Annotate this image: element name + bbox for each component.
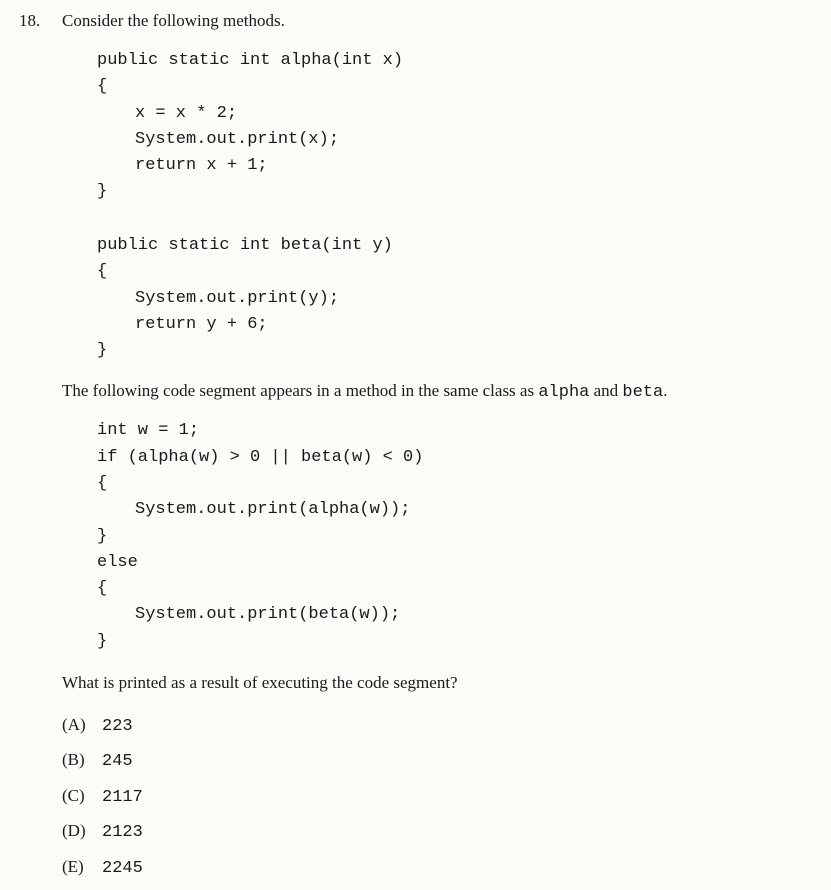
code-line: return x + 1; xyxy=(135,156,268,175)
choice-letter: (E) xyxy=(62,857,84,876)
code-line: } xyxy=(97,632,108,651)
code-line: { xyxy=(97,579,108,598)
question-text: What is printed as a result of executing the code segment? xyxy=(62,673,458,692)
code-line: System.out.print(x); xyxy=(135,130,340,149)
code-line: int w = 1; xyxy=(97,421,200,440)
inline-code-alpha: alpha xyxy=(538,383,590,402)
intro-text-part: The following code segment appears in a method in the same class as xyxy=(62,381,539,400)
choice-value: 2245 xyxy=(102,859,143,878)
intro-text-part: and xyxy=(589,381,623,400)
question-number: 18. xyxy=(19,11,41,30)
choice-letter: (A) xyxy=(62,715,86,734)
choice-b[interactable] xyxy=(62,750,133,771)
code-line: public static int beta(int y) xyxy=(97,236,393,255)
choice-letter: (D) xyxy=(62,821,86,840)
code-line: else xyxy=(97,553,138,572)
code-line: } xyxy=(97,341,108,360)
choice-c[interactable] xyxy=(62,786,143,807)
choice-d[interactable] xyxy=(62,821,143,842)
code-line: System.out.print(alpha(w)); xyxy=(135,500,411,519)
intro-text-part: . xyxy=(663,381,668,400)
choice-value: 223 xyxy=(102,717,133,736)
choice-letter: (B) xyxy=(62,750,85,769)
code-line: System.out.print(y); xyxy=(135,289,340,308)
segment-intro-text xyxy=(62,381,667,402)
inline-code-beta: beta xyxy=(622,383,664,402)
choice-a[interactable] xyxy=(62,715,133,736)
code-line: x = x * 2; xyxy=(135,104,238,123)
choice-value: 2117 xyxy=(102,788,143,807)
code-line: System.out.print(beta(w)); xyxy=(135,605,401,624)
code-line: } xyxy=(97,182,108,201)
code-line: } xyxy=(97,527,108,546)
code-line: { xyxy=(97,77,108,96)
choice-value: 245 xyxy=(102,752,133,771)
code-line: return y + 6; xyxy=(135,315,268,334)
code-line: { xyxy=(97,474,108,493)
code-line: { xyxy=(97,262,108,281)
code-line: if (alpha(w) > 0 || beta(w) < 0) xyxy=(97,448,424,467)
choice-letter: (C) xyxy=(62,786,85,805)
question-prompt: Consider the following methods. xyxy=(62,11,285,30)
choice-e[interactable] xyxy=(62,857,143,878)
code-line: public static int alpha(int x) xyxy=(97,51,404,70)
choice-value: 2123 xyxy=(102,823,143,842)
